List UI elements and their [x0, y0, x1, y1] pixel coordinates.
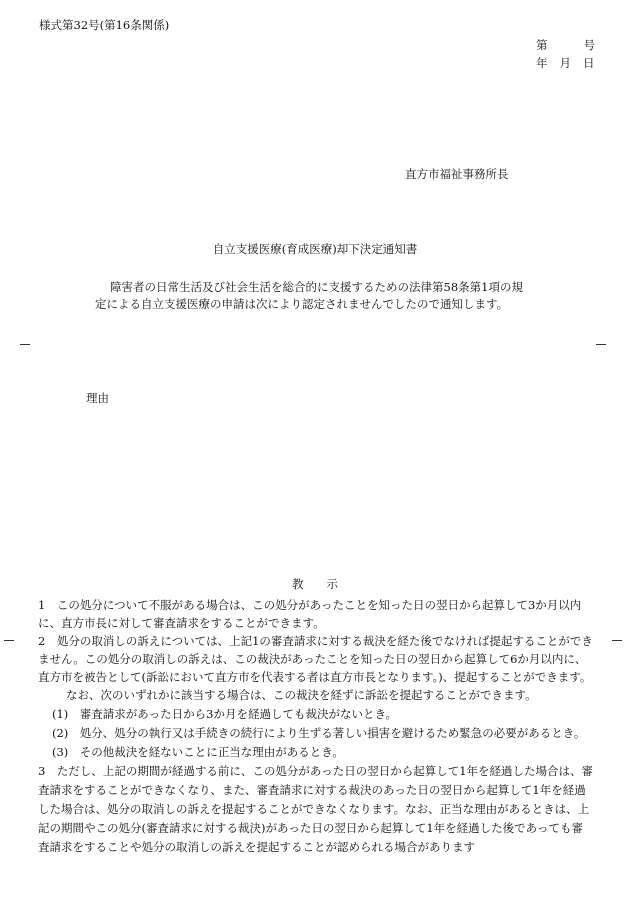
date-line — [536, 55, 595, 71]
issuer-name: 直方市福祉事務所長 — [405, 167, 509, 181]
instruction-line: 査請求をすることや処分の取消しの訴えを提起することが認められる場合があります — [38, 840, 475, 854]
instruction-heading: 教 示 — [292, 577, 338, 591]
instruction-line: ません。この処分の取消しの訴えは、この裁決があったことを知った日の翌日から起算して6か月以内に、 — [38, 652, 587, 666]
date-year: 年 — [536, 56, 548, 70]
document-number-line — [536, 37, 595, 53]
instruction-line: 1 この処分について不服がある場合は、この処分があったことを知った日の翌日から起算して3か月以内 — [38, 598, 582, 612]
instruction-line: 記の期間やこの処分(審査請求に対する裁決)があった日の翌日から起算して1年を経過した後であっても審 — [38, 821, 584, 835]
instruction-line: 3 ただし、上記の期間が経過する前に、この処分があった日の翌日から起算して1年を経過した場合は、審 — [38, 764, 594, 778]
date-month: 月 — [559, 56, 571, 70]
notice-body-line-2: 定による自立支援医療の申請は次により認定されませんでしたので通知します。 — [95, 297, 509, 311]
instruction-line: 査請求をすることができなくなり、また、審査請求に対する裁決のあった日の翌日から起算して1年を経過 — [38, 783, 586, 797]
form-number-label: 様式第32号(第16条関係) — [39, 18, 170, 32]
instruction-sub-item: (1) 審査請求があった日から3か月を経過しても裁決がないとき。 — [52, 707, 398, 721]
number-prefix: 第 — [536, 38, 548, 52]
fold-mark-right — [596, 344, 606, 345]
fold-mark-left — [20, 344, 30, 345]
notice-title: 自立支援医療(育成医療)却下決定通知書 — [212, 242, 418, 256]
fold-mark-left-lower — [4, 640, 14, 641]
instruction-line: に、直方市長に対して審査請求をすることができます。 — [38, 616, 325, 630]
instruction-line: した場合は、処分の取消しの訴えを提起することができなくなります。なお、正当な理由があるときは、上 — [38, 802, 590, 816]
number-suffix: 号 — [583, 38, 595, 52]
instruction-line: 2 処分の取消しの訴えについては、上記1の審査請求に対する裁決を経た後でなければ提起することができ — [38, 634, 593, 648]
instruction-sub-item: (3) その他裁決を経ないことに正当な理由があるとき。 — [52, 745, 344, 759]
reason-label: 理由 — [86, 391, 109, 405]
fold-mark-right-lower — [612, 640, 622, 641]
date-day: 日 — [583, 56, 595, 70]
instruction-sub-item: (2) 処分、処分の執行又は手続きの続行により生ずる著しい損害を避けるため緊急の必要があるとき。 — [52, 726, 586, 740]
instruction-line: なお、次のいずれかに該当する場合は、この裁決を経ずに訴訟を提起することができます。 — [66, 688, 537, 702]
notice-body-line-1: 障害者の日常生活及び社会生活を総合的に支援するための法律第58条第1項の規 — [110, 280, 523, 294]
instruction-line: 直方市を被告として(訴訟において直方市を代表する者は直方市長となります。)、提起することができます。 — [38, 670, 592, 684]
